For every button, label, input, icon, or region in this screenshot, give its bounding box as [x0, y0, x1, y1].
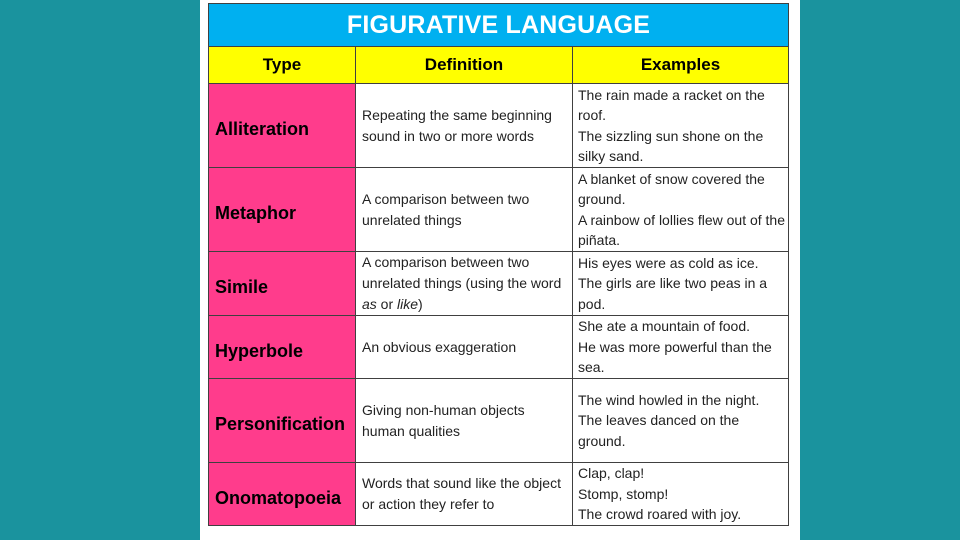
example-text: The leaves danced on the ground.: [578, 412, 740, 449]
table-row-alliteration: [209, 84, 789, 168]
example-text: Clap, clap!: [578, 465, 645, 482]
examples-cell: [573, 252, 789, 316]
definition-text: A comparison between two unrelated things (using the word: [362, 254, 562, 291]
figurative-language-table: [208, 3, 789, 526]
examples-cell: [573, 379, 789, 463]
type-cell: Alliteration: [209, 84, 356, 168]
header-definition: Definition: [356, 47, 573, 84]
definition-text: ): [418, 296, 423, 312]
examples-cell: [573, 316, 789, 379]
type-cell: Metaphor: [209, 168, 356, 252]
table-row-personification: [209, 379, 789, 463]
example-text: He was more powerful than the sea.: [578, 338, 772, 376]
example-text: The crowd roared with joy.: [578, 506, 742, 523]
header-type: Type: [209, 47, 356, 84]
table-row-onomatopoeia: [209, 463, 789, 526]
table-row-simile: [209, 252, 789, 316]
definition-emphasis: like: [397, 296, 419, 312]
example-text: She ate a mountain of food.: [578, 318, 751, 335]
table-row-metaphor: [209, 168, 789, 252]
type-cell: Personification: [209, 379, 356, 463]
example-text: The wind howled in the night.: [578, 391, 760, 408]
example-text: The girls are like two peas in a pod.: [578, 275, 768, 312]
example-text: Stomp, stomp!: [578, 485, 669, 502]
definition-emphasis: as: [362, 296, 377, 312]
example-text: The rain made a racket on the roof.: [578, 86, 765, 123]
examples-cell: [573, 463, 789, 526]
definition-cell: Words that sound like the object or action they refer to: [356, 463, 573, 526]
type-cell: Hyperbole: [209, 316, 356, 379]
definition-cell: A comparison between two unrelated things: [356, 168, 573, 252]
definition-cell: Giving non-human objects human qualities: [356, 379, 573, 463]
type-cell: Onomatopoeia: [209, 463, 356, 526]
examples-cell: [573, 168, 789, 252]
header-examples: Examples: [573, 47, 789, 84]
example-text: The sizzling sun shone on the silky sand.: [578, 127, 764, 164]
table-title: FIGURATIVE LANGUAGE: [209, 4, 789, 47]
left-background-band: [0, 0, 200, 540]
example-text: His eyes were as cold as ice.: [578, 254, 759, 271]
table-row-hyperbole: [209, 316, 789, 379]
example-text: A blanket of snow covered the ground.: [578, 170, 765, 207]
definition-cell: An obvious exaggeration: [356, 316, 573, 379]
type-cell: Simile: [209, 252, 356, 316]
definition-text: or: [376, 296, 398, 312]
example-text: A rainbow of lollies flew out of the piñata.: [578, 211, 786, 248]
examples-cell: [573, 84, 789, 168]
table-header-row: [209, 47, 789, 84]
definition-cell: [356, 252, 573, 316]
right-background-band: [800, 0, 960, 540]
definition-cell: Repeating the same beginning sound in two or more words: [356, 84, 573, 168]
